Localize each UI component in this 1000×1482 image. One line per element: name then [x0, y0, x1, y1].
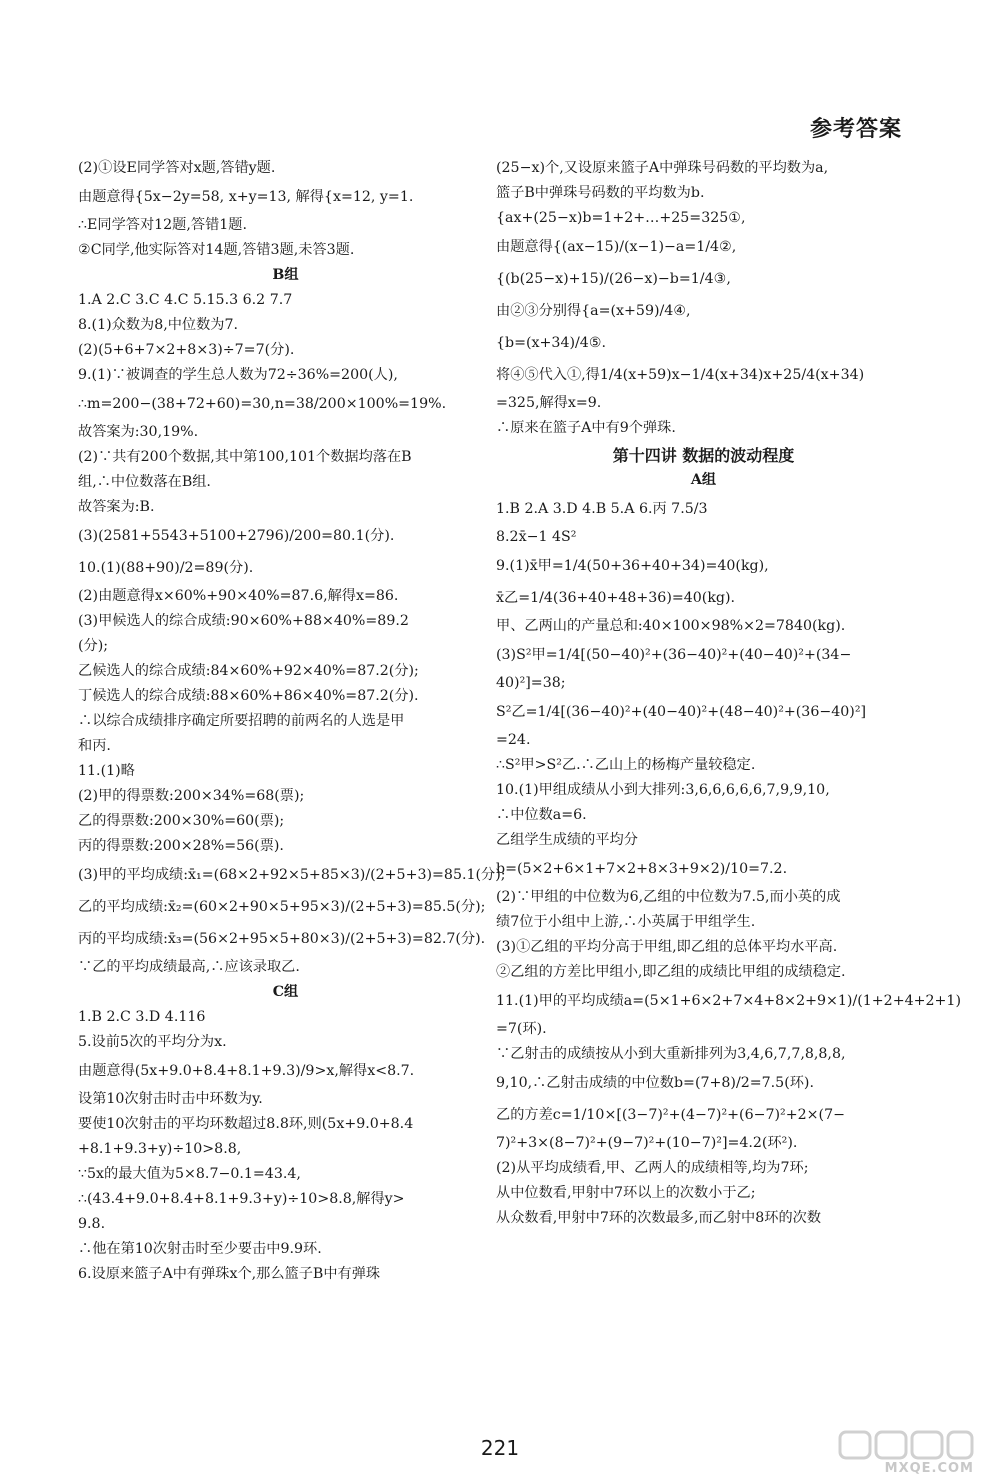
right-text-line: ∴中位数a=6. — [496, 807, 587, 823]
left-text-line: +8.1+9.3+y)÷10>8.8, — [78, 1141, 242, 1157]
right-text-line: (2)从平均成绩看,甲、乙两人的成绩相等,均为7环; — [496, 1160, 809, 1176]
right-text-line: S²乙=1/4[(36−40)²+(40−40)²+(48−40)²+(36−40)²] — [496, 704, 867, 720]
left-text-line: 10.(1)(88+90)/2=89(分). — [78, 560, 254, 576]
watermark-logo — [836, 1428, 976, 1476]
right-text-line: ∴原来在篮子A中有9个弹珠. — [496, 420, 676, 436]
left-text-line: 乙的得票数:200×30%=60(票); — [78, 813, 285, 829]
left-text-line: 8.(1)众数为8,中位数为7. — [78, 317, 239, 333]
left-text-line: B组 — [272, 267, 299, 283]
left-text-line: (3)(2581+5543+5100+2796)/200=80.1(分). — [78, 528, 395, 544]
right-text-line: 乙的方差c=1/10×[(3−7)²+(4−7)²+(6−7)²+2×(7− — [496, 1107, 845, 1123]
right-text-line: {ax+(25−x)b=1+2+…+25=325①, — [496, 210, 746, 226]
right-text-line: x̄乙=1/4(36+40+48+36)=40(kg). — [496, 590, 736, 606]
right-text-line: =7(环). — [496, 1021, 547, 1037]
right-text-line: 将④⑤代入①,得1/4(x+59)x−1/4(x+34)x+25/4(x+34) — [496, 367, 865, 383]
left-text-line: 要使10次射击的平均环数超过8.8环,则(5x+9.0+8.4 — [78, 1116, 414, 1132]
right-text-line: 7)²+3×(8−7)²+(9−7)²+(10−7)²]=4.2(环²). — [496, 1135, 798, 1151]
right-text-line: (3)①乙组的平均分高于甲组,即乙组的总体平均水平高. — [496, 939, 838, 955]
right-text-line: 9,10,∴乙射击成绩的中位数b=(7+8)/2=7.5(环). — [496, 1075, 814, 1091]
left-text-line: 6.设原来篮子A中有弹珠x个,那么篮子B中有弹珠 — [78, 1266, 381, 1282]
right-text-line: 11.(1)甲的平均成绩a=(5×1+6×2+7×4+8×2+9×1)/(1+2+4+2+1) — [496, 993, 961, 1009]
left-text-line: 设第10次射击时击中环数为y. — [78, 1091, 263, 1107]
left-text-line: (2)甲的得票数:200×34%=68(票); — [78, 788, 305, 804]
left-text-line: 1.A 2.C 3.C 4.C 5.15.3 6.2 7.7 — [78, 292, 293, 308]
left-text-line: (3)甲的平均成绩:x̄₁=(68×2+92×5+85×3)/(2+5+3)=85.1(分); — [78, 867, 506, 883]
right-text-line: 40)²]=38; — [496, 675, 566, 691]
left-text-line: 故答案为:30,19%. — [78, 424, 199, 440]
right-text-line: (2)∵甲组的中位数为6,乙组的中位数为7.5,而小英的成 — [496, 889, 841, 905]
left-text-line: ∴m=200−(38+72+60)=30,n=38/200×100%=19%. — [78, 396, 447, 412]
left-text-line: 乙的平均成绩:x̄₂=(60×2+90×5+95×3)/(2+5+3)=85.5(分); — [78, 899, 486, 915]
left-text-line: 丙的得票数:200×28%=56(票). — [78, 838, 284, 854]
left-text-line: (2)∵共有200个数据,其中第100,101个数据均落在B — [78, 449, 412, 465]
left-text-line: 5.设前5次的平均分为x. — [78, 1034, 227, 1050]
left-text-line: (2)(5+6+7×2+8×3)÷7=7(分). — [78, 342, 295, 358]
right-text-line: 甲、乙两山的产量总和:40×100×98%×2=7840(kg). — [496, 618, 846, 634]
left-text-line: 丙的平均成绩:x̄₃=(56×2+95×5+80×3)/(2+5+3)=82.7(分). — [78, 931, 486, 947]
right-text-line: =325,解得x=9. — [496, 395, 602, 411]
right-text-line: ∴S²甲>S²乙.∴乙山上的杨梅产量较稳定. — [496, 757, 756, 773]
left-text-line: 由题意得{5x−2y=58, x+y=13, 解得{x=12, y=1. — [78, 189, 414, 205]
right-text-line: 8.2x̄−1 4S² — [496, 529, 577, 545]
right-column — [496, 156, 961, 1231]
left-text-line: 故答案为:B. — [78, 499, 155, 515]
left-text-line: ∵5x的最大值为5×8.7−0.1=43.4, — [78, 1166, 301, 1182]
left-text-line: 乙候选人的综合成绩:84×60%+92×40%=87.2(分); — [78, 663, 419, 679]
right-text-line: 由题意得{(ax−15)/(x−1)−a=1/4②, — [496, 239, 737, 255]
left-text-line: 和丙. — [78, 738, 111, 754]
watermark-text: MXQE.COM — [884, 1461, 974, 1476]
right-text-line: ∵乙射击的成绩按从小到大重新排列为3,4,6,7,7,8,8,8, — [496, 1046, 846, 1062]
left-text-line: 9.8. — [78, 1216, 106, 1232]
right-text-line: ②乙组的方差比甲组小,即乙组的成绩比甲组的成绩稳定. — [496, 964, 846, 980]
left-text-line: 11.(1)略 — [78, 763, 135, 779]
left-text-line: ∴以综合成绩排序确定所要招聘的前两名的人选是甲 — [78, 713, 405, 729]
right-text-line: 绩7位于小组中上游,∴小英属于甲组学生. — [496, 914, 756, 930]
right-text-line: A组 — [690, 472, 717, 488]
left-text-line: ∴(43.4+9.0+8.4+8.1+9.3+y)÷10>8.8,解得y> — [78, 1191, 405, 1207]
right-text-line: 篮子B中弹珠号码数的平均数为b. — [496, 185, 705, 201]
page-number: 221 — [480, 1436, 520, 1460]
left-text-line: 由题意得(5x+9.0+8.4+8.1+9.3)/9>x,解得x<8.7. — [78, 1063, 415, 1079]
left-text-line: ∵乙的平均成绩最高,∴应该录取乙. — [78, 959, 300, 975]
right-text-line: 10.(1)甲组成绩从小到大排列:3,6,6,6,6,6,7,9,9,10, — [496, 782, 830, 798]
right-text-line: 第十四讲 数据的波动程度 — [612, 446, 795, 465]
left-text-line: 组,∴中位数落在B组. — [78, 474, 211, 490]
left-text-line: 丁候选人的综合成绩:88×60%+86×40%=87.2(分). — [78, 688, 419, 704]
left-text-line: ②C同学,他实际答对14题,答错3题,未答3题. — [78, 242, 355, 258]
left-text-line: 9.(1)∵被调查的学生总人数为72÷36%=200(人), — [78, 367, 398, 383]
right-text-line: 从中位数看,甲射中7环以上的次数小于乙; — [496, 1185, 756, 1201]
right-text-line: 1.B 2.A 3.D 4.B 5.A 6.丙 7.5/3 — [496, 501, 708, 517]
left-text-line: (2)由题意得x×60%+90×40%=87.6,解得x=86. — [78, 588, 399, 604]
left-text-line: 1.B 2.C 3.D 4.116 — [78, 1009, 206, 1025]
right-text-line: {b=(x+34)/4⑤. — [496, 335, 607, 351]
right-text-line: b=(5×2+6×1+7×2+8×3+9×2)/10=7.2. — [496, 861, 788, 877]
right-text-line: 乙组学生成绩的平均分 — [496, 832, 638, 848]
right-text-line: (3)S²甲=1/4[(50−40)²+(36−40)²+(40−40)²+(34− — [496, 647, 852, 663]
left-text-line: ∴他在第10次射击时至少要击中9.9环. — [78, 1241, 322, 1257]
left-text-line: C组 — [272, 984, 299, 1000]
right-text-line: 由②③分别得{a=(x+59)/4④, — [496, 303, 691, 319]
right-text-line: (25−x)个,又设原来篮子A中弹珠号码数的平均数为a, — [496, 160, 829, 176]
right-text-line: 从众数看,甲射中7环的次数最多,而乙射中8环的次数 — [496, 1210, 822, 1226]
left-text-line: (3)甲候选人的综合成绩:90×60%+88×40%=89.2 — [78, 613, 409, 629]
left-text-line: (分); — [78, 638, 109, 654]
left-text-line: ∴E同学答对12题,答错1题. — [78, 217, 247, 233]
left-column — [78, 156, 506, 1287]
left-text-line: (2)①设E同学答对x题,答错y题. — [78, 160, 276, 176]
right-text-line: {(b(25−x)+15)/(26−x)−b=1/4③, — [496, 271, 731, 287]
right-text-line: 9.(1)x̄甲=1/4(50+36+40+34)=40(kg), — [496, 558, 769, 574]
page-header-title: 参考答案 — [809, 117, 902, 142]
right-text-line: =24. — [496, 732, 531, 748]
